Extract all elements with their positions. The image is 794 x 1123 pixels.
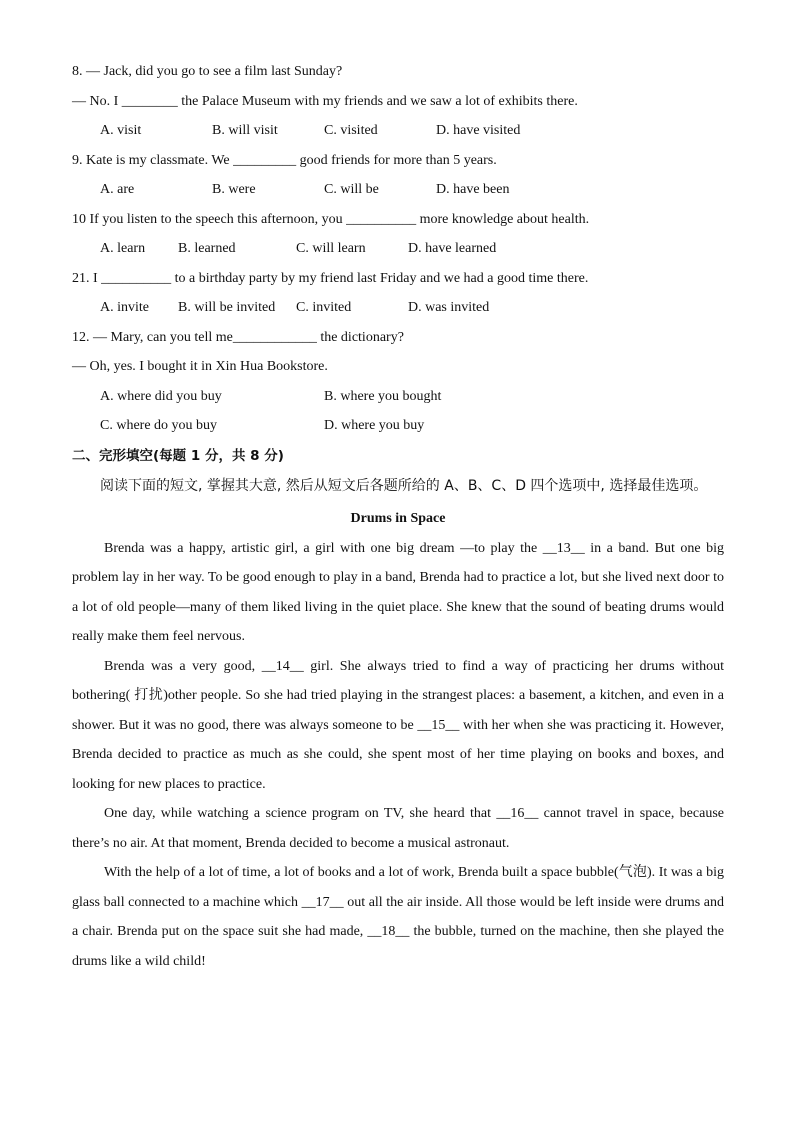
option-d: D. have visited bbox=[436, 123, 521, 138]
option-c: C. invited bbox=[296, 300, 352, 315]
question-12-options-row-2 bbox=[72, 411, 724, 441]
question-10-stem: 10 If you listen to the speech this afternoon, you __________ more knowledge about health. bbox=[72, 211, 590, 227]
option-a: A. where did you buy bbox=[100, 388, 222, 404]
question-21-options bbox=[72, 293, 724, 323]
worksheet-page bbox=[72, 57, 724, 976]
option-c: C. visited bbox=[324, 123, 378, 138]
passage-title: Drums in Space bbox=[350, 510, 446, 526]
question-12-stem: 12. — Mary, can you tell me____________ the dictionary? bbox=[72, 329, 404, 345]
option-d: D. was invited bbox=[408, 300, 490, 315]
option-d: D. have been bbox=[436, 182, 510, 197]
passage-paragraph-3: One day, while watching a science program on TV, she heard that __16__ cannot travel in space, because there’s no air. At that moment, Brenda decided to become a musical astronaut. bbox=[72, 806, 724, 851]
option-b: B. learned bbox=[178, 241, 236, 256]
question-12-response: — Oh, yes. I bought it in Xin Hua Bookstore. bbox=[72, 359, 328, 374]
question-12-options-row-1 bbox=[72, 382, 724, 412]
question-9-stem: 9. Kate is my classmate. We _________ good friends for more than 5 years. bbox=[72, 152, 497, 168]
option-d: D. have learned bbox=[408, 241, 497, 256]
option-b: B. will be invited bbox=[178, 300, 276, 315]
section-instruction: 阅读下面的短文, 掌握其大意, 然后从短文后各题所给的 A、B、C、D 四个选项中, 选择最佳选项。 bbox=[100, 477, 708, 494]
option-a: A. invite bbox=[100, 300, 149, 315]
option-a: A. visit bbox=[100, 123, 142, 138]
question-9-options bbox=[72, 175, 724, 205]
question-21-stem: 21. I __________ to a birthday party by my friend last Friday and we had a good time there. bbox=[72, 270, 589, 286]
passage-paragraph-4: With the help of a lot of time, a lot of books and a lot of work, Brenda built a space bubble(气泡). It was a big glass ball connected to a machine which __17__ out all the air inside. All those would be left inside were drums and a chair. Brenda put on the space suit she had made, __18__ the bubble, turned on the machine, then she played the drums like a wild child! bbox=[72, 865, 724, 969]
question-8-response: — No. I ________ the Palace Museum with my friends and we saw a lot of exhibits there. bbox=[72, 93, 578, 109]
option-c: C. where do you buy bbox=[100, 418, 218, 433]
question-8-options bbox=[72, 116, 724, 146]
option-c: C. will be bbox=[324, 182, 379, 197]
option-b: B. were bbox=[212, 182, 256, 197]
option-d: D. where you buy bbox=[324, 418, 425, 433]
option-b: B. will visit bbox=[212, 123, 278, 138]
passage-paragraph-2: Brenda was a very good, __14__ girl. She always tried to find a way of practicing her drums without bothering( 打扰)other people. So she had tried playing in the strangest places: a basement, a kitchen, and even in a shower. But it was no good, there was always someone to be __15__ with her when she was practicing it. However, Brenda decided to practice as much as she could, she spent most of her time playing on books and boxes, and looking for new places to practice. bbox=[72, 658, 724, 792]
question-10-options bbox=[72, 234, 724, 264]
question-8-stem: 8. — Jack, did you go to see a film last Sunday? bbox=[72, 64, 343, 79]
passage-paragraph-1: Brenda was a happy, artistic girl, a girl with one big dream —to play the __13__ in a band. But one big problem lay in her way. To be good enough to play in a band, Brenda had to practice a lot, but she lived next door to a lot of old people—many of them liked living in the quiet place. She knew that the sound of beating drums would really make them feel nervous. bbox=[72, 540, 724, 644]
section-heading: 二、完形填空(每题 1 分，共 8 分) bbox=[72, 447, 284, 464]
option-a: A. are bbox=[100, 182, 135, 197]
option-c: C. will learn bbox=[296, 241, 366, 256]
option-a: A. learn bbox=[100, 241, 146, 256]
option-b: B. where you bought bbox=[324, 388, 442, 404]
